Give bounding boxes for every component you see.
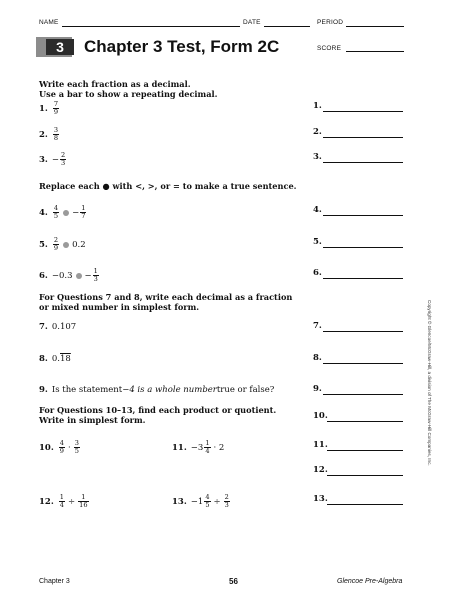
period-line[interactable] <box>346 26 404 27</box>
question-3: 3. − $\frac{2}{3}$ <box>39 151 66 167</box>
section3-instruction: For Questions 7 and 8, write each decimal as a fraction or mixed number in simplest form. <box>39 292 293 312</box>
question-13: 13. −1 $\frac{4}{5}$ ÷ $\frac{2}{3}$ <box>172 493 229 509</box>
question-11: 11. −3 $\frac{1}{4}$ · 2 <box>172 439 225 455</box>
fraction: $\frac{7}{9}$ <box>53 100 59 116</box>
question-5: 5. $\frac{2}{9}$ 0.2 <box>39 236 86 252</box>
answer-label-11: 11. <box>313 440 328 450</box>
chapter-banner <box>36 37 280 57</box>
answer-label-3: 3. <box>313 152 322 162</box>
answer-blank-13[interactable] <box>327 504 403 505</box>
score-label: SCORE <box>317 45 342 52</box>
answer-label-6: 6. <box>313 268 322 278</box>
question-7: 7. 0.107 <box>39 322 77 332</box>
answer-blank-9[interactable] <box>323 394 403 395</box>
name-label: NAME <box>39 19 59 26</box>
question-8: 8. 0. 18 <box>39 354 71 364</box>
question-4: 4. $\frac{4}{5}$ − $\frac{1}{7}$ <box>39 204 86 220</box>
page-title: Chapter 3 Test, Form 2C <box>84 37 280 56</box>
section4-instruction: For Questions 10–13, find each product or quotient. Write in simplest form. <box>39 405 277 425</box>
fraction: $\frac{3}{8}$ <box>53 126 59 142</box>
section2-instruction: Replace each ● with <, >, or = to make a true sentence. <box>39 181 297 191</box>
section1-instruction: Write each fraction as a decimal. Use a bar to show a repeating decimal. <box>39 79 218 99</box>
name-line[interactable] <box>62 26 240 27</box>
answer-label-9: 9. <box>313 384 322 394</box>
answer-label-12: 12. <box>313 465 328 475</box>
answer-label-7: 7. <box>313 321 322 331</box>
answer-blank-1[interactable] <box>323 111 403 112</box>
answer-label-1: 1. <box>313 101 322 111</box>
compare-dot-icon <box>63 210 69 216</box>
chapter-number: 3 <box>46 39 74 55</box>
footer-chapter: Chapter 3 <box>39 578 70 585</box>
question-2: 2. $\frac{3}{8}$ <box>39 126 59 142</box>
answer-blank-3[interactable] <box>323 162 403 163</box>
fraction: $\frac{2}{3}$ <box>61 151 66 167</box>
answer-blank-10[interactable] <box>327 421 403 422</box>
answer-label-2: 2. <box>313 127 322 137</box>
date-label: DATE <box>243 19 261 26</box>
answer-blank-5[interactable] <box>323 247 403 248</box>
period-label: PERIOD <box>317 19 344 26</box>
compare-dot-icon <box>76 273 82 279</box>
answer-label-10: 10. <box>313 411 328 421</box>
page-number: 56 <box>229 577 238 586</box>
copyright-sidebar: Copyright © Glencoe/McGraw-Hill, a division of The McGraw-Hill Companies, Inc. <box>427 300 432 466</box>
answer-blank-4[interactable] <box>323 215 403 216</box>
answer-blank-7[interactable] <box>323 331 403 332</box>
footer-book-title: Glencoe Pre-Algebra <box>337 578 403 585</box>
answer-blank-11[interactable] <box>327 450 403 451</box>
date-line[interactable] <box>264 26 310 27</box>
answer-label-13: 13. <box>313 494 328 504</box>
answer-label-4: 4. <box>313 205 322 215</box>
question-1: 1. $\frac{7}{9}$ <box>39 100 59 116</box>
answer-label-8: 8. <box>313 353 322 363</box>
question-9: 9. Is the statement −4 is a whole number true or false? <box>39 385 275 395</box>
question-12: 12. $\frac{1}{4}$ ÷ $\frac{1}{16}$ <box>39 493 88 509</box>
answer-blank-12[interactable] <box>327 475 403 476</box>
question-10: 10. $\frac{4}{9}$ · $\frac{3}{5}$ <box>39 439 79 455</box>
answer-blank-6[interactable] <box>323 278 403 279</box>
answer-blank-8[interactable] <box>323 363 403 364</box>
answer-label-5: 5. <box>313 237 322 247</box>
repeating-digits: 18 <box>60 354 71 364</box>
question-6: 6. −0.3 − $\frac{1}{3}$ <box>39 267 98 283</box>
compare-dot-icon <box>63 242 69 248</box>
score-line[interactable] <box>346 51 404 52</box>
answer-blank-2[interactable] <box>323 137 403 138</box>
